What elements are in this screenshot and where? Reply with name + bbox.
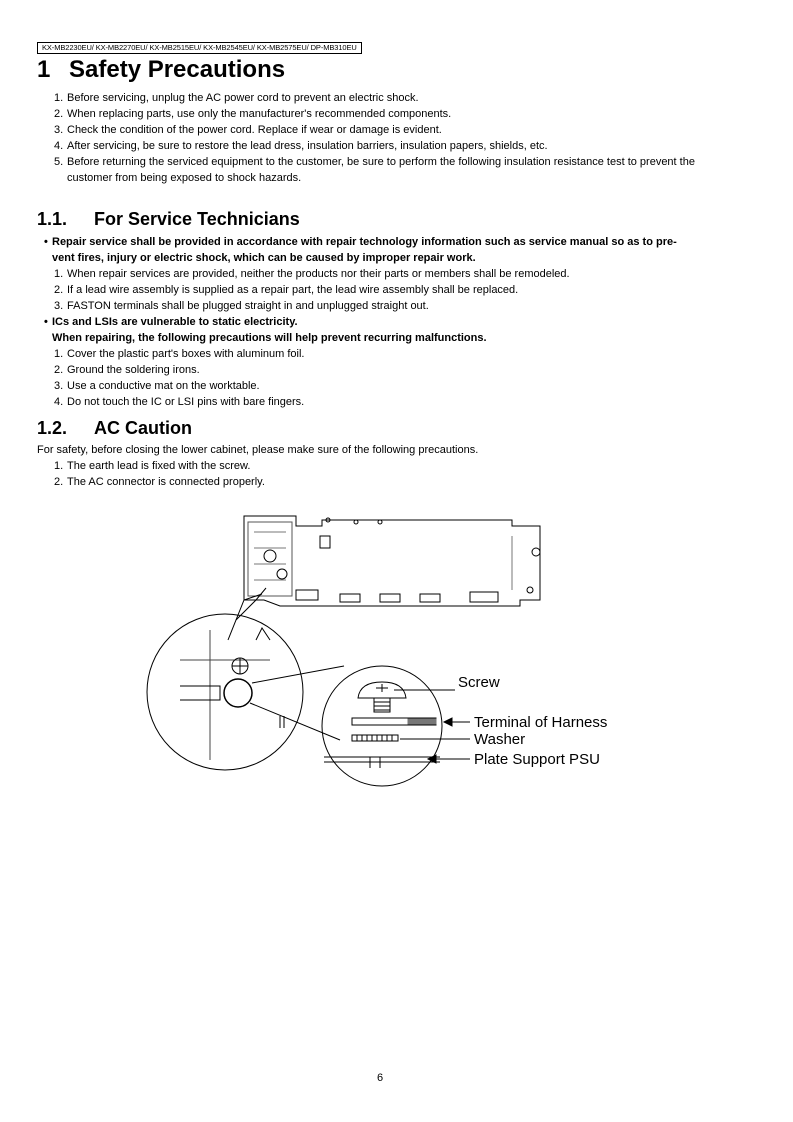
model-header: KX-MB2230EU/ KX-MB2270EU/ KX-MB2515EU/ KX-MB2545EU/ KX-MB2575EU/ DP-MB310EU bbox=[37, 42, 362, 54]
label-terminal-of-harness: Terminal of Harness bbox=[474, 714, 608, 731]
section-title: Safety Precautions bbox=[69, 56, 286, 83]
section-number: 1 bbox=[37, 56, 51, 83]
ac-caution-intro: For safety, before closing the lower cabinet, please make sure of the following precautions. bbox=[37, 444, 479, 456]
list-item: 1. Before servicing, unplug the AC power cord to prevent an electric shock. bbox=[54, 92, 419, 104]
section-number: 1.2. bbox=[37, 418, 68, 438]
label-washer: Washer bbox=[474, 731, 526, 748]
bullet-icon: • bbox=[44, 236, 48, 248]
list-item: 1. Cover the plastic part's boxes with aluminum foil. bbox=[54, 348, 305, 360]
section-title: AC Caution bbox=[94, 418, 192, 438]
zoom-circle-left bbox=[147, 614, 303, 770]
page-number: 6 bbox=[376, 1072, 384, 1084]
bullet-static-electricity: ICs and LSIs are vulnerable to static electricity. When repairing, the following precautions will help prevent recurring malfunctions. bbox=[52, 316, 487, 344]
label-screw: Screw bbox=[458, 674, 500, 691]
list-item: 4. After servicing, be sure to restore the lead dress, insulation barriers, insulation papers, shields, etc. bbox=[54, 140, 548, 152]
bullet-repair-service: Repair service shall be provided in accordance with repair technology information such as service manual so as to pre- vent fires, injury or electric shock, which can be caused by improper repair work. bbox=[52, 236, 677, 264]
list-item: 3. Use a conductive mat on the worktable. bbox=[54, 380, 260, 392]
bullet-icon: • bbox=[44, 316, 48, 328]
section-number: 1.1. bbox=[37, 209, 68, 229]
list-item: 2. If a lead wire assembly is supplied as a repair part, the lead wire assembly shall be replaced. bbox=[54, 284, 519, 296]
section-title: For Service Technicians bbox=[94, 209, 300, 229]
list-item: 1. The earth lead is fixed with the screw. bbox=[54, 460, 251, 472]
list-item: 2. When replacing parts, use only the manufacturer's recommended components. bbox=[54, 108, 452, 120]
list-item: 3. FASTON terminals shall be plugged straight in and unplugged straight out. bbox=[54, 300, 429, 312]
list-item: 1. When repair services are provided, neither the products nor their parts or members shall be remodeled. bbox=[54, 268, 570, 280]
list-item: 2. The AC connector is connected properly. bbox=[54, 476, 265, 488]
list-item: 5. Before returning the serviced equipment to the customer, be sure to perform the following insulation resistance test to prevent the customer from being exposed to shock hazards. bbox=[54, 156, 695, 184]
chassis-illustration bbox=[244, 516, 540, 606]
label-plate-support-psu: Plate Support PSU bbox=[474, 751, 600, 768]
list-item: 2. Ground the soldering irons. bbox=[54, 364, 200, 376]
zoom-circle-right bbox=[322, 666, 442, 786]
list-item: 3. Check the condition of the power cord. Replace if wear or damage is evident. bbox=[54, 124, 442, 136]
list-item: 4. Do not touch the IC or LSI pins with bare fingers. bbox=[54, 396, 305, 408]
